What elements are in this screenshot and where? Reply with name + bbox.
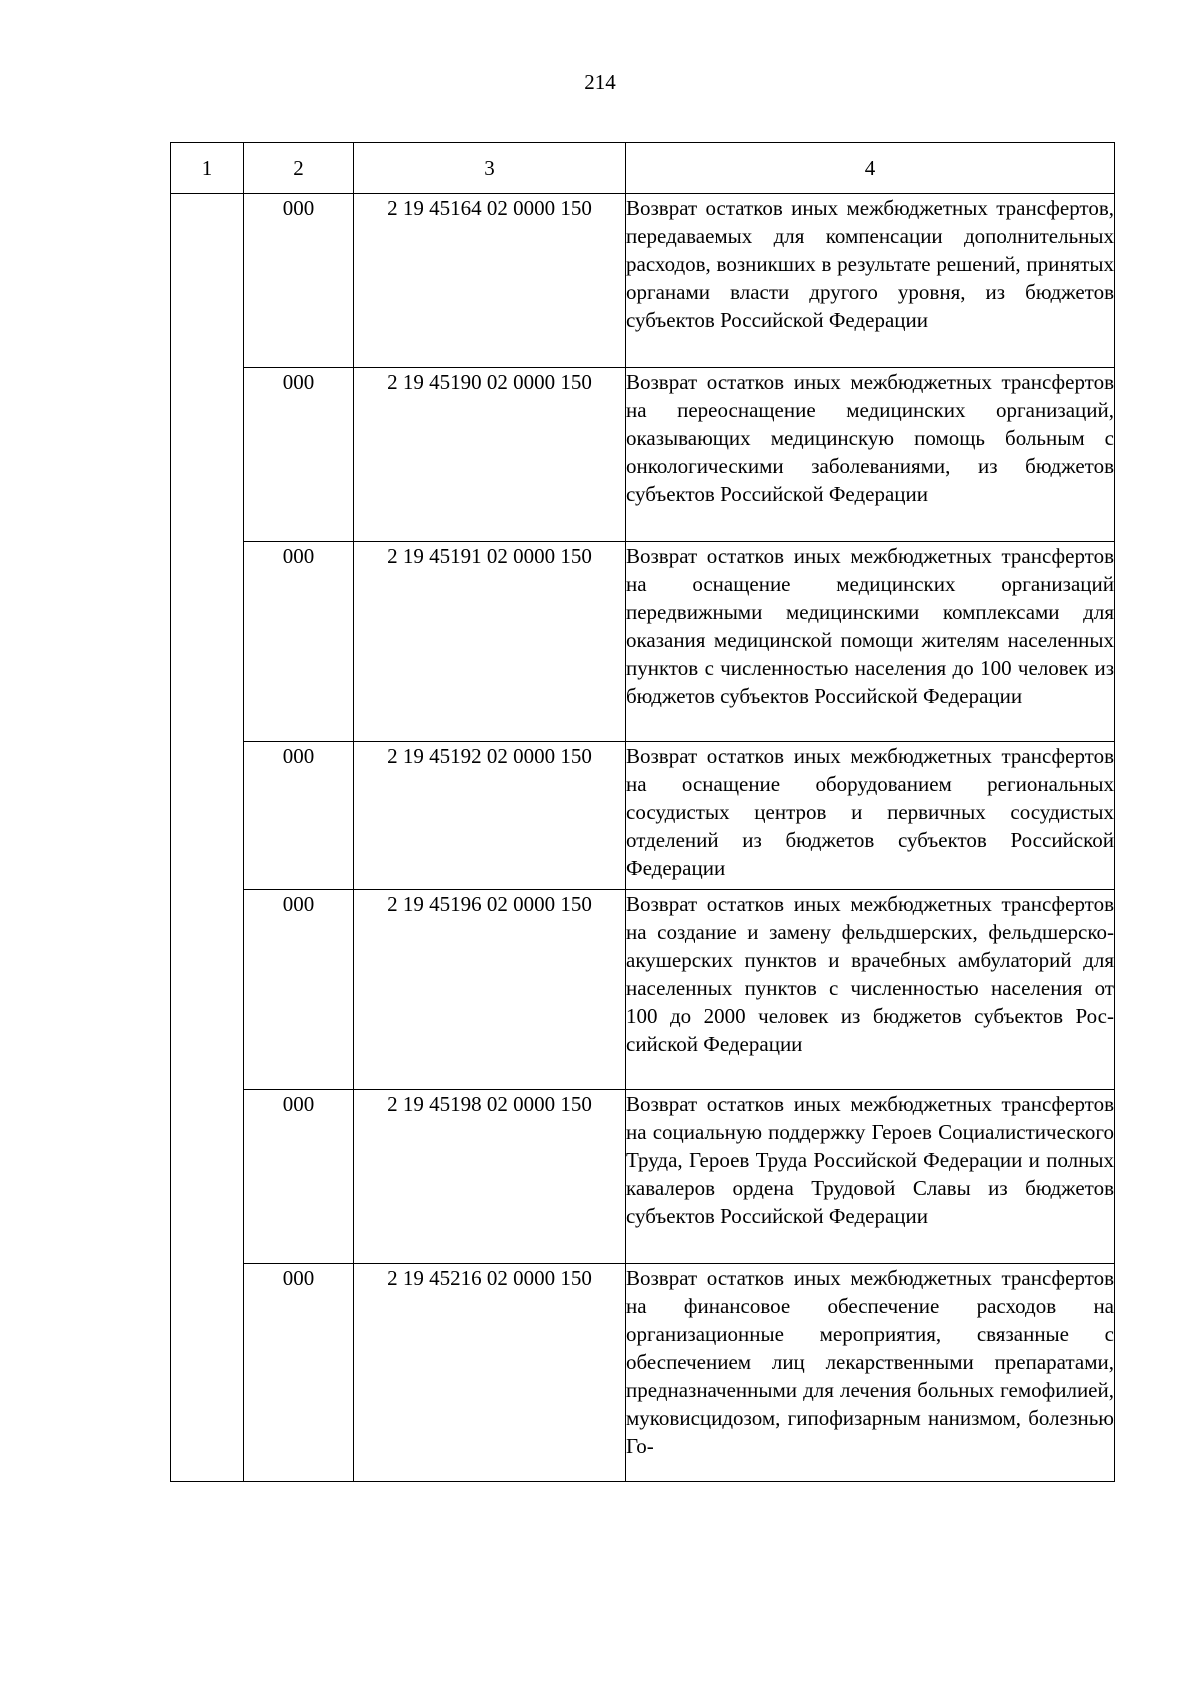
row-description: Возврат остатков иных межбюджетных трансфертов на оснащение оборудованием региональных сосудистых центров и первичных сосудистых отделений из бюджетов субъектов Российской Федерации — [626, 742, 1115, 890]
row-budget-code: 2 19 45196 02 0000 150 — [354, 890, 626, 1090]
row-budget-code: 2 19 45164 02 0000 150 — [354, 194, 626, 368]
row-budget-code: 2 19 45198 02 0000 150 — [354, 1090, 626, 1264]
row-admin-code: 000 — [244, 890, 354, 1090]
row-admin-code: 000 — [244, 1264, 354, 1482]
col1-empty-cell — [171, 194, 244, 1482]
header-col-1: 1 — [171, 143, 244, 194]
row-description: Возврат остатков иных межбюджетных трансфертов на социальную поддержку Героев Социалистического Труда, Героев Труда Российской Федерации и полных кавалеров ордена Трудовой Славы из бюджетов субъектов Российской Федерации — [626, 1090, 1115, 1264]
row-description: Возврат остатков иных межбюджетных трансфертов на финансовое обеспечение расходов на организационные мероприятия, связанные с обеспечением лиц лекарственными препаратами, предназначенными для лечения больных гемофилией, муковисцидозом, гипофизарным нанизмом, болезнью Го- — [626, 1264, 1115, 1482]
page-number: 214 — [584, 70, 616, 94]
header-col-2: 2 — [244, 143, 354, 194]
row-admin-code: 000 — [244, 542, 354, 742]
row-admin-code: 000 — [244, 1090, 354, 1264]
table-row — [171, 1090, 1115, 1264]
table-row — [171, 542, 1115, 742]
table-row — [171, 194, 1115, 368]
row-budget-code: 2 19 45216 02 0000 150 — [354, 1264, 626, 1482]
table-header-row — [171, 143, 1115, 194]
row-budget-code: 2 19 45190 02 0000 150 — [354, 368, 626, 542]
row-admin-code: 000 — [244, 742, 354, 890]
row-admin-code: 000 — [244, 194, 354, 368]
table-row — [171, 742, 1115, 890]
table-row — [171, 890, 1115, 1090]
table-row — [171, 368, 1115, 542]
row-description: Возврат остатков иных межбюджетных трансфертов, передаваемых для компенсации дополнительных расходов, возникших в результате решений, принятых органами власти другого уровня, из бюджетов субъектов Российской Федерации — [626, 194, 1115, 368]
row-budget-code: 2 19 45192 02 0000 150 — [354, 742, 626, 890]
row-description: Возврат остатков иных межбюджетных трансфертов на переоснащение медицинских организаций, оказывающих медицинскую помощь больным с онкологическими заболеваниями, из бюджетов субъектов Российской Федерации — [626, 368, 1115, 542]
budget-codes-table — [170, 142, 1115, 1482]
row-budget-code: 2 19 45191 02 0000 150 — [354, 542, 626, 742]
row-description: Возврат остатков иных межбюджетных трансфертов на создание и замену фельдшерских, фельдшерско-акушерских пунктов и врачебных амбулаторий для населенных пунктов с численностью населения от 100 до 2000 человек из бюджетов субъектов Российской Федерации — [626, 890, 1115, 1090]
table-row — [171, 1264, 1115, 1482]
header-col-4: 4 — [626, 143, 1115, 194]
header-col-3: 3 — [354, 143, 626, 194]
row-admin-code: 000 — [244, 368, 354, 542]
row-description: Возврат остатков иных межбюджетных трансфертов на оснащение медицинских организаций передвижными медицинскими комплексами для оказания медицинской помощи жителям населенных пунктов с численностью населения до 100 человек из бюджетов субъектов Российской Федерации — [626, 542, 1115, 742]
